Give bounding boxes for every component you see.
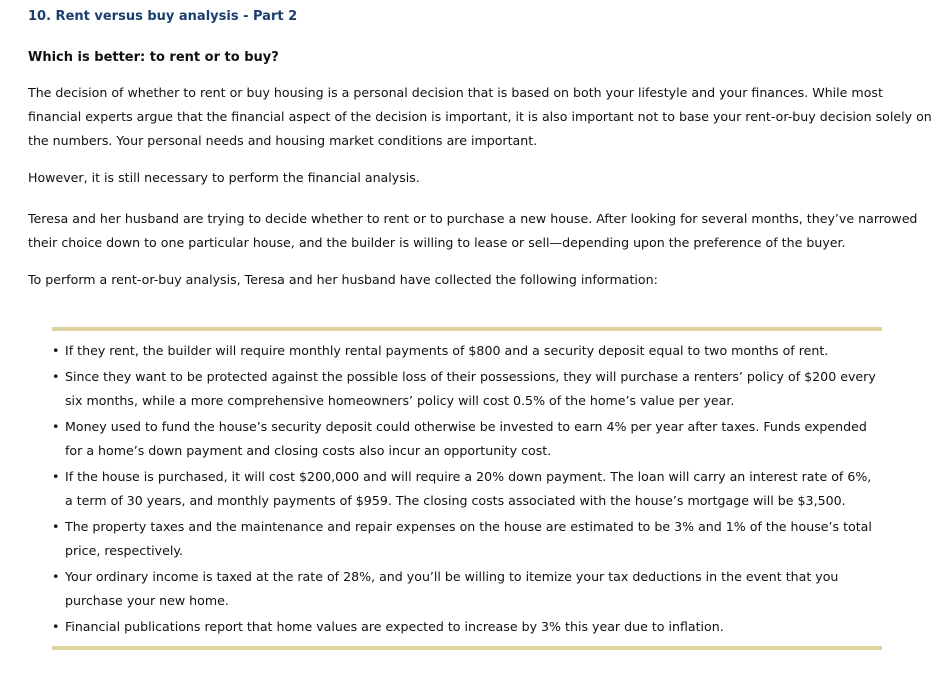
bullet-icon: • xyxy=(52,569,60,584)
information-list xyxy=(52,339,882,641)
bullet-icon: • xyxy=(52,369,60,384)
bullet-icon: • xyxy=(52,469,60,484)
top-divider xyxy=(52,327,882,331)
list-item: • The property taxes and the maintenance and repair expenses on the house are estimated to be 3% and 1% of the house’s total price, respectively. xyxy=(52,515,882,563)
intro-paragraph: The decision of whether to rent or buy housing is a personal decision that is based on both your lifestyle and your finances. While most financial experts argue that the financial aspect of the decision is important, it is also important not to base your rent-or-buy decision solely on the numbers. Your personal needs and housing market conditions are important. xyxy=(28,85,932,148)
list-item: • Financial publications report that home values are expected to increase by 3% this year due to inflation. xyxy=(52,615,882,639)
list-item: • If the house is purchased, it will cost $200,000 and will require a 20% down payment. The loan will carry an interest rate of 6%, a term of 30 years, and monthly payments of $959. The closing costs associated with the house’s mortgage will be $3,500. xyxy=(52,465,882,513)
info-lead-paragraph: To perform a rent-or-buy analysis, Teresa and her husband have collected the following information: xyxy=(28,272,658,287)
financial-analysis-paragraph: However, it is still necessary to perform the financial analysis. xyxy=(28,170,420,185)
list-item: • If they rent, the builder will require monthly rental payments of $800 and a security deposit equal to two months of rent. xyxy=(52,339,882,363)
list-item: • Money used to fund the house’s security deposit could otherwise be invested to earn 4% per year after taxes. Funds expended for a home’s down payment and closing costs also incur an opportunity cost. xyxy=(52,415,882,463)
list-item: • Since they want to be protected against the possible loss of their possessions, they will purchase a renters’ policy of $200 every six months, while a more comprehensive homeowners’ policy will cost 0.5% of the home’s value per year. xyxy=(52,365,882,413)
section-subheading: Which is better: to rent or to buy? xyxy=(28,50,279,65)
bullet-icon: • xyxy=(52,519,60,534)
bullet-icon: • xyxy=(52,619,60,634)
question-title: 10. Rent versus buy analysis - Part 2 xyxy=(28,9,298,24)
bullet-icon: • xyxy=(52,343,60,358)
list-item: • Your ordinary income is taxed at the rate of 28%, and you’ll be willing to itemize your tax deductions in the event that you purchase your new home. xyxy=(52,565,882,613)
bullet-icon: • xyxy=(52,419,60,434)
scenario-paragraph: Teresa and her husband are trying to decide whether to rent or to purchase a new house. After looking for several months, they’ve narrowed their choice down to one particular house, and the builder is willing to lease or sell—depending upon the preference of the buyer. xyxy=(28,211,918,250)
bottom-divider xyxy=(52,646,882,650)
